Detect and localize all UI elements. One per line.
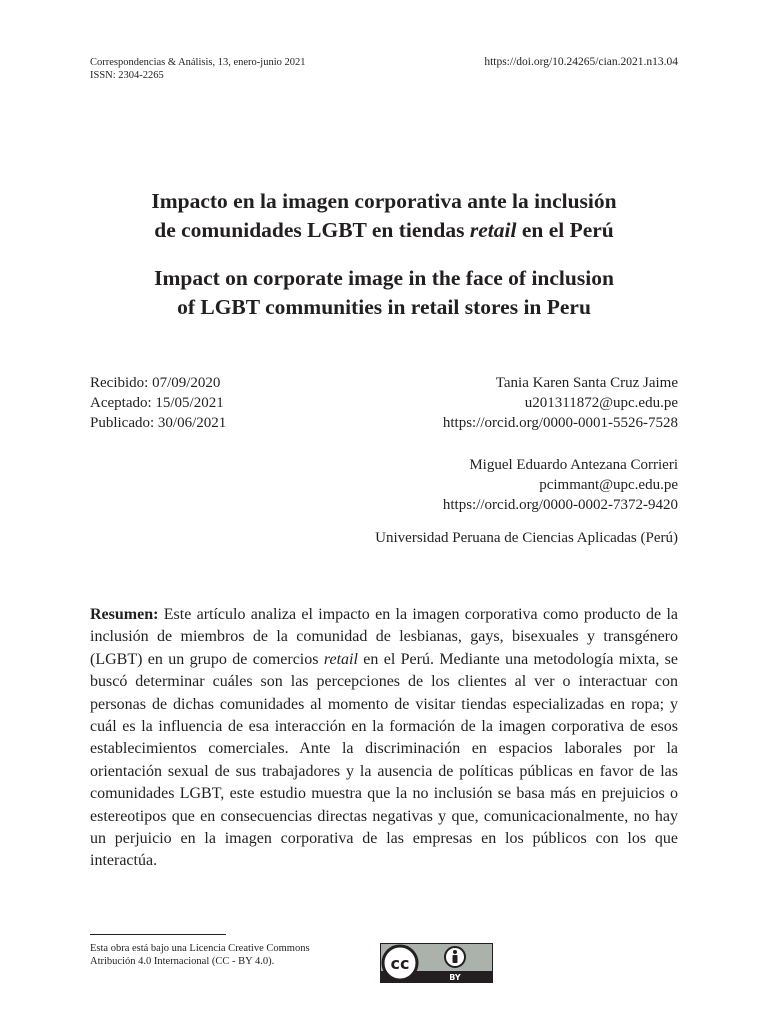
- title-spanish-line1: Impacto en la imagen corporativa ante la inclusión: [151, 189, 617, 213]
- cc-letters: cc: [390, 954, 410, 973]
- by-label: BY: [449, 973, 461, 982]
- license-line1: Esta obra está bajo una Licencia Creative Commons: [90, 943, 310, 954]
- license-line2: Atribución 4.0 Internacional (CC - BY 4.0).: [90, 956, 275, 967]
- footnote-divider: [90, 934, 226, 935]
- title-spanish-line2-post: en el Perú: [516, 218, 614, 242]
- title-english-line1: Impact on corporate image in the face of inclusion: [154, 266, 614, 290]
- date-published: Publicado: 30/06/2021: [90, 415, 227, 431]
- title-spanish-line2: [90, 216, 678, 245]
- title-english-line2: of LGBT communities in retail stores in Peru: [177, 295, 591, 319]
- title-spanish-line2-pre: de comunidades LGBT en tiendas: [154, 218, 470, 242]
- author-list: [443, 373, 678, 515]
- date-accepted: Aceptado: 15/05/2021: [90, 395, 224, 411]
- abstract-label: Resumen:: [90, 606, 159, 623]
- person-body: [453, 955, 458, 963]
- cc-by-badge-icon[interactable]: [380, 943, 493, 983]
- author-email[interactable]: u201311872@upc.edu.pe: [524, 395, 678, 411]
- person-head: [453, 950, 457, 954]
- doi-link[interactable]: https://doi.org/10.24265/cian.2021.n13.04: [484, 56, 678, 68]
- journal-citation: Correspondencias & Análisis, 13, enero-junio 2021: [90, 57, 306, 68]
- title-english: [90, 264, 678, 322]
- author-name: Tania Karen Santa Cruz Jaime: [495, 375, 678, 391]
- abstract: [90, 604, 678, 873]
- author-orcid[interactable]: https://orcid.org/0000-0001-5526-7528: [442, 415, 678, 431]
- running-header-left: [90, 56, 306, 82]
- abstract-italic: retail: [323, 650, 358, 668]
- abstract-text-part1: Este artículo analiza el impacto en la imagen corporativa como producto de la inclusión de miembros de la comunidad de lesbianas, gays, bisexuales y transgénero (LGBT) en un grupo de comercios: [90, 606, 678, 668]
- author-name: Miguel Eduardo Antezana Corrieri: [469, 457, 678, 473]
- title-spanish-italic: retail: [469, 218, 517, 242]
- license-note: [90, 942, 310, 968]
- abstract-text-part2: en el Perú. Mediante una metodología mixta, se buscó determinar cuáles son las percepciones de los clientes al ver o interactuar con personas de dichas comunidades al momento de visitar tiendas especializadas en ropa; y cuál es la influencia de esa interacción en la formación de la imagen corporativa de esos establecimientos comerciales. Ante la discriminación en espacios laborales por la orientación sexual de sus trabajadores y la ausencia de políticas públicas en favor de las comunidades LGBT, este estudio muestra que la no inclusión se basa más en prejuicios o estereotipos que en consecuencias directas negativas y que, comunicacionalmente, no hay un perjuicio en la imagen corporativa de las empresas en los públicos con los que interactúa.: [90, 650, 679, 870]
- date-received: Recibido: 07/09/2020: [90, 375, 221, 391]
- issn: ISSN: 2304-2265: [90, 70, 164, 81]
- author-email[interactable]: pcimmant@upc.edu.pe: [539, 477, 678, 493]
- affiliation: Universidad Peruana de Ciencias Aplicadas (Perú): [375, 530, 678, 546]
- title-spanish: [90, 187, 678, 245]
- submission-dates: [90, 373, 226, 433]
- author-orcid[interactable]: https://orcid.org/0000-0002-7372-9420: [442, 497, 678, 513]
